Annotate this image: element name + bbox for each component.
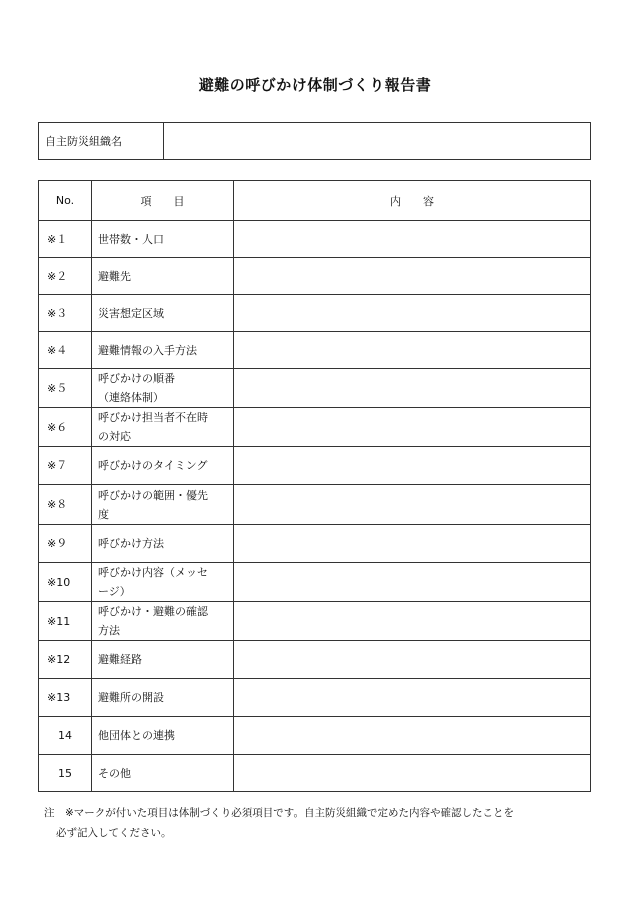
row-item: 避難情報の入手方法 <box>92 332 234 369</box>
row-content-field[interactable] <box>234 408 591 447</box>
row-number: ※８ <box>39 485 92 525</box>
organization-name-label: 自主防災組織名 <box>39 123 164 160</box>
header-no: No. <box>39 181 92 221</box>
row-content-field[interactable] <box>234 717 591 755</box>
row-number: ※１ <box>39 221 92 258</box>
row-content-field[interactable] <box>234 679 591 717</box>
row-item: 避難先 <box>92 258 234 295</box>
report-table <box>38 180 591 792</box>
row-item: 呼びかけ内容（メッセ ージ） <box>92 563 234 602</box>
table-row <box>39 563 591 602</box>
row-item: 呼びかけ・避難の確認 方法 <box>92 602 234 641</box>
row-content-field[interactable] <box>234 641 591 679</box>
table-row <box>39 602 591 641</box>
table-row <box>39 525 591 563</box>
row-content-field[interactable] <box>234 563 591 602</box>
row-content-field[interactable] <box>234 755 591 792</box>
row-item: 呼びかけの範囲・優先 度 <box>92 485 234 525</box>
row-number: ※13 <box>39 679 92 717</box>
row-content-field[interactable] <box>234 258 591 295</box>
row-item: 災害想定区域 <box>92 295 234 332</box>
row-number: ※11 <box>39 602 92 641</box>
document-title: 避難の呼びかけ体制づくり報告書 <box>198 76 432 94</box>
organization-name-table <box>38 122 591 160</box>
row-content-field[interactable] <box>234 602 591 641</box>
row-number: ※７ <box>39 447 92 485</box>
table-row <box>39 679 591 717</box>
row-number: ※９ <box>39 525 92 563</box>
row-content-field[interactable] <box>234 525 591 563</box>
row-content-field[interactable] <box>234 447 591 485</box>
table-header-row <box>39 181 591 221</box>
footnote <box>44 803 604 843</box>
table-row <box>39 332 591 369</box>
row-number: 15 <box>39 755 92 792</box>
table-row <box>39 258 591 295</box>
row-content-field[interactable] <box>234 369 591 408</box>
row-number: ※10 <box>39 563 92 602</box>
table-row <box>39 641 591 679</box>
row-item: 呼びかけのタイミング <box>92 447 234 485</box>
row-number: 14 <box>39 717 92 755</box>
row-content-field[interactable] <box>234 295 591 332</box>
row-number: ※４ <box>39 332 92 369</box>
row-item: 他団体との連携 <box>92 717 234 755</box>
footnote-line-1: 注 ※マークが付いた項目は体制づくり必須項目です。自主防災組織で定めた内容や確認したことを <box>44 807 514 819</box>
row-item: 避難経路 <box>92 641 234 679</box>
row-item: 呼びかけの順番 （連絡体制） <box>92 369 234 408</box>
table-row <box>39 485 591 525</box>
row-item: 世帯数・人口 <box>92 221 234 258</box>
row-item: その他 <box>92 755 234 792</box>
row-number: ※５ <box>39 369 92 408</box>
table-row <box>39 369 591 408</box>
row-number: ※12 <box>39 641 92 679</box>
row-number: ※３ <box>39 295 92 332</box>
row-content-field[interactable] <box>234 332 591 369</box>
table-row <box>39 447 591 485</box>
table-row <box>39 221 591 258</box>
row-content-field[interactable] <box>234 221 591 258</box>
row-item: 呼びかけ担当者不在時 の対応 <box>92 408 234 447</box>
row-content-field[interactable] <box>234 485 591 525</box>
row-number: ※６ <box>39 408 92 447</box>
row-item: 呼びかけ方法 <box>92 525 234 563</box>
table-row <box>39 717 591 755</box>
footnote-line-2: 必ず記入してください。 <box>56 827 172 839</box>
table-row <box>39 295 591 332</box>
table-row <box>39 755 591 792</box>
row-item: 避難所の開設 <box>92 679 234 717</box>
header-item: 項 目 <box>92 181 234 221</box>
row-number: ※２ <box>39 258 92 295</box>
organization-name-field[interactable] <box>164 123 591 160</box>
header-content: 内 容 <box>234 181 591 221</box>
table-row <box>39 408 591 447</box>
